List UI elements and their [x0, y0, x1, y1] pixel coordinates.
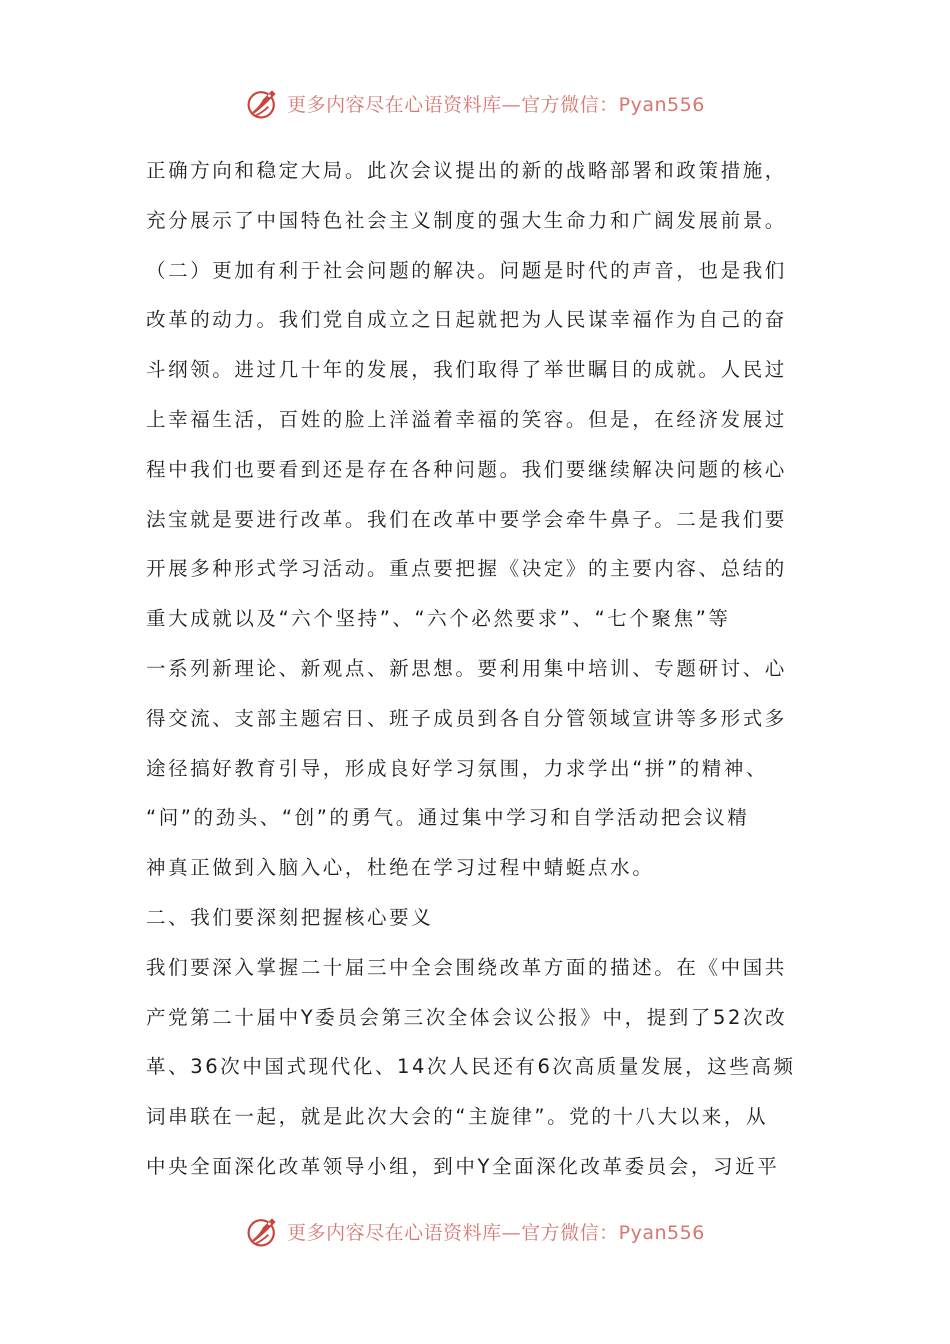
text-line: 词串联在一起，就是此次大会的“主旋律”。党的十八大以来，从: [146, 1105, 769, 1129]
footer-banner-text: 更多内容尽在心语资料库—官方微信：Pyan556: [287, 1221, 705, 1244]
text-line: 神真正做到入脑入心，杜绝在学习过程中蜻蜓点水。: [146, 856, 655, 880]
text-line: 我们要深入掌握二十届三中全会围绕改革方面的描述。在《中国共: [146, 955, 787, 979]
text-line: 得交流、支部主题宕日、班子成员到各自分管领域宣讲等多形式多: [146, 706, 787, 730]
text-line: 上幸福生活，百姓的脸上洋溢着幸福的笑容。但是，在经济发展过: [146, 407, 787, 431]
text-line: 正确方向和稳定大局。此次会议提出的新的战略部署和政策措施，: [146, 159, 787, 182]
footer-banner: [0, 1211, 950, 1251]
text-line: 重大成就以及“六个坚持”、“六个必然要求”、“七个聚焦”等: [146, 607, 731, 631]
text-line: 革、36次中国式现代化、14次人民还有6次高质量发展，这些高频: [146, 1055, 796, 1079]
document-body: [146, 146, 816, 1192]
text-line: 开展多种形式学习活动。重点要把握《决定》的主要内容、总结的: [146, 557, 787, 581]
header-banner-text: 更多内容尽在心语资料库—官方微信：Pyan556: [287, 93, 705, 116]
text-line: 程中我们也要看到还是存在各种问题。我们要继续解决问题的核心: [146, 457, 787, 481]
pen-nib-logo-icon: [245, 85, 281, 121]
text-line: （二）更加有利于社会问题的解决。问题是时代的声音，也是我们: [146, 258, 787, 282]
text-line: 改革的动力。我们党自成立之日起就把为人民谋幸福作为自己的奋: [146, 308, 787, 332]
text-line: 法宝就是要进行改革。我们在改革中要学会牵牛鼻子。二是我们要: [146, 507, 787, 531]
text-line: 一系列新理论、新观点、新思想。要利用集中培训、专题研讨、心: [146, 656, 787, 680]
text-line: 产党第二十届中Y委员会第三次全体会议公报》中，提到了52次改: [146, 1005, 788, 1029]
text-line: 途径搞好教育引导，形成良好学习氛围，力求学出“拼”的精神、: [146, 756, 769, 780]
text-line: 斗纲领。进过几十年的发展，我们取得了举世瞩目的成就。人民过: [146, 358, 787, 382]
text-line: 中央全面深化改革领导小组，到中Y全面深化改革委员会，习近平: [146, 1154, 780, 1178]
text-line: “问”的劲头、“创”的勇气。通过集中学习和自学活动把会议精: [146, 806, 750, 830]
section-heading: 二、我们要深刻把握核心要义: [146, 905, 434, 929]
pen-nib-logo-icon: [245, 1213, 281, 1249]
text-line: 充分展示了中国特色社会主义制度的强大生命力和广阔发展前景。: [146, 208, 787, 232]
header-banner: [0, 83, 950, 123]
